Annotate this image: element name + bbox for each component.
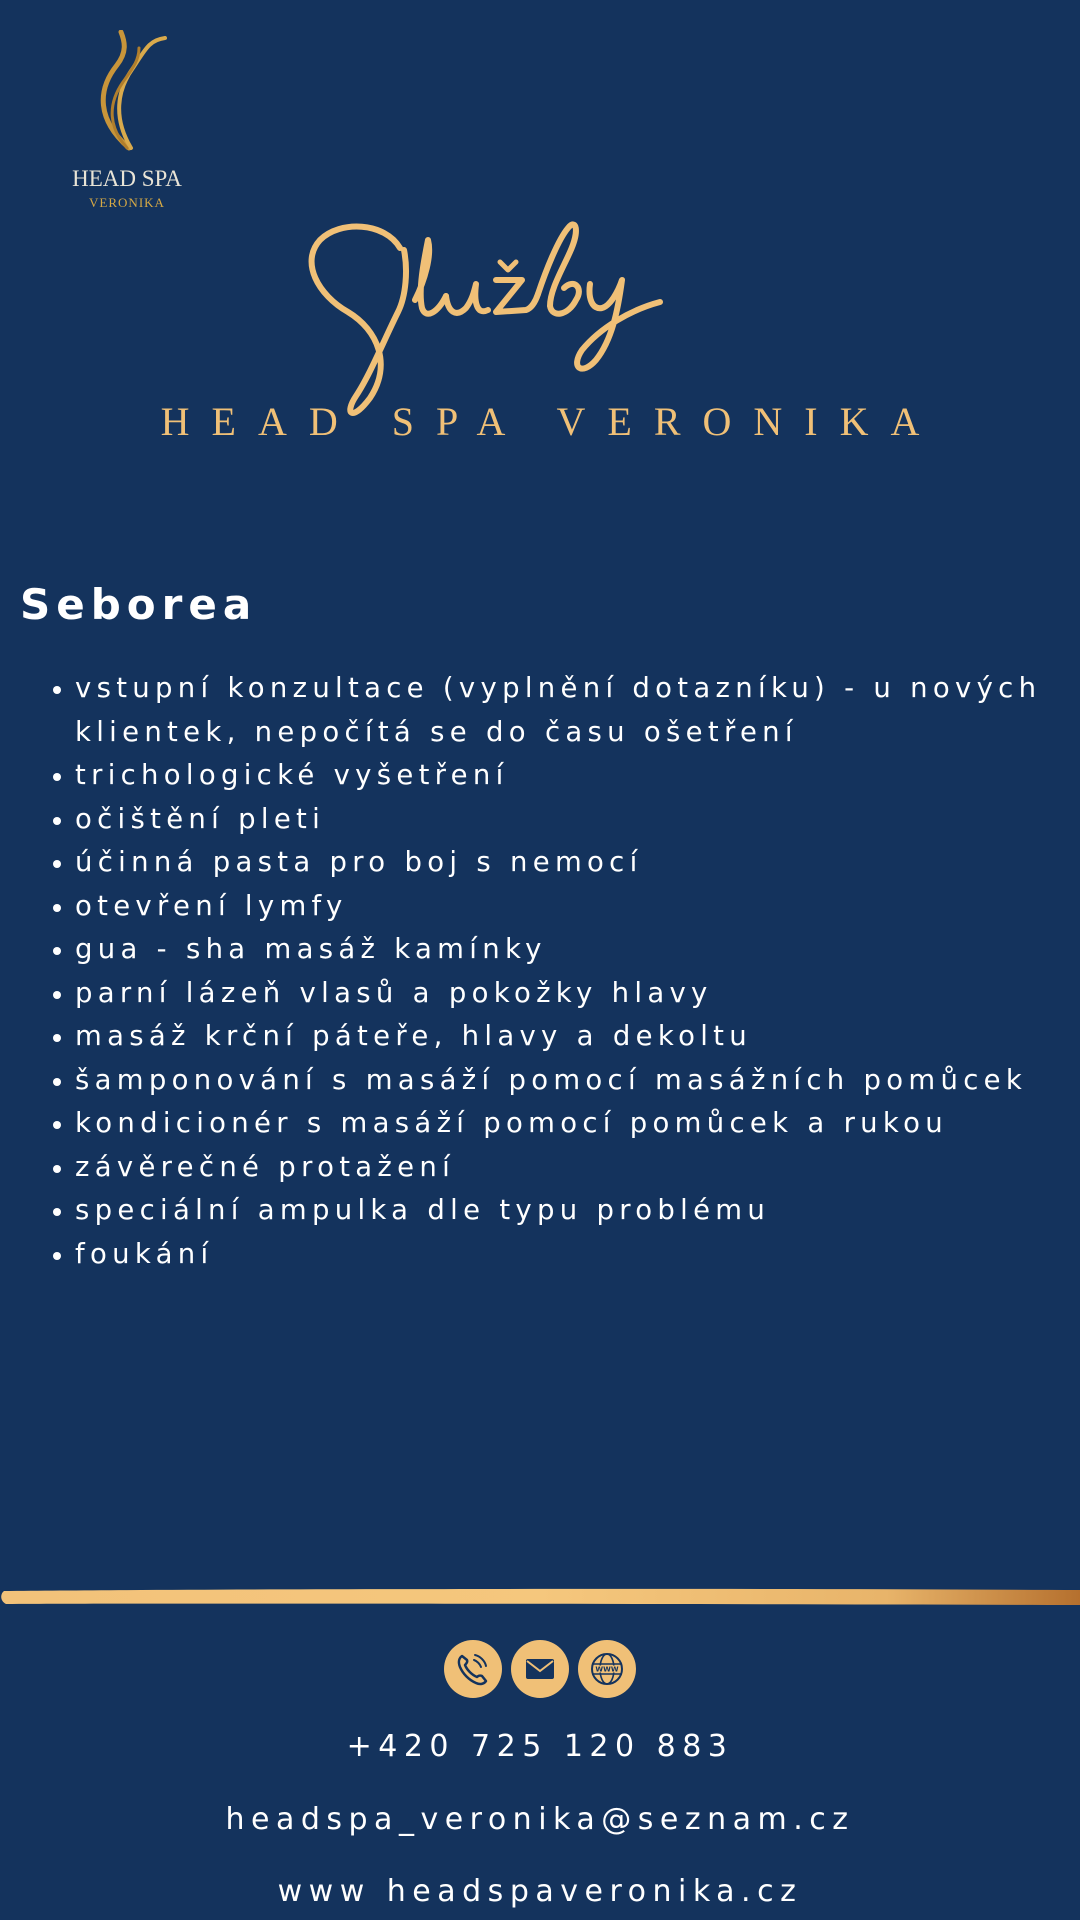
list-item: speciální ampulka dle typu problému [46,1189,1076,1233]
list-item: trichologické vyšetření [46,754,1076,798]
list-item: kondicionér s masáží pomocí pomůcek a rukou [46,1102,1076,1146]
list-item: očištění pleti [46,798,1076,842]
list-item: foukání [46,1233,1076,1277]
globe-icon[interactable] [578,1640,636,1698]
contact-icons [444,1640,636,1698]
list-item: parní lázeň vlasů a pokožky hlavy [46,972,1076,1016]
logo-subname: VERONIKA [89,195,165,210]
list-item: závěrečné protažení [46,1146,1076,1190]
phone-number[interactable]: +420 725 120 883 [346,1729,734,1764]
email-address[interactable]: headspa_veronika@seznam.cz [225,1802,855,1837]
svg-text:WWW: WWW [595,1665,619,1674]
logo [52,30,202,220]
section-title: Seborea [20,580,258,629]
list-item: účinná pasta pro boj s nemocí [46,841,1076,885]
list-item: šamponování s masáží pomocí masážních pomůcek [46,1059,1076,1103]
phone-icon[interactable] [444,1640,502,1698]
list-item: masáž krční páteře, hlavy a dekoltu [46,1015,1076,1059]
gold-brush-divider [0,1585,1080,1609]
list-item: vstupní konzultace (vyplnění dotazníku) - u nových klientek, nepočítá se do času ošetření [46,667,1076,754]
hair-strands-icon [87,30,167,155]
mail-icon[interactable] [511,1640,569,1698]
website-url[interactable]: www headspaveronika.cz [277,1874,803,1909]
services-list [46,667,1076,1276]
list-item: otevření lymfy [46,885,1076,929]
logo-name: HEAD SPA [72,166,182,191]
list-item: gua - sha masáž kamínky [46,928,1076,972]
subtitle: HEAD SPA VERONIKA [160,399,942,444]
